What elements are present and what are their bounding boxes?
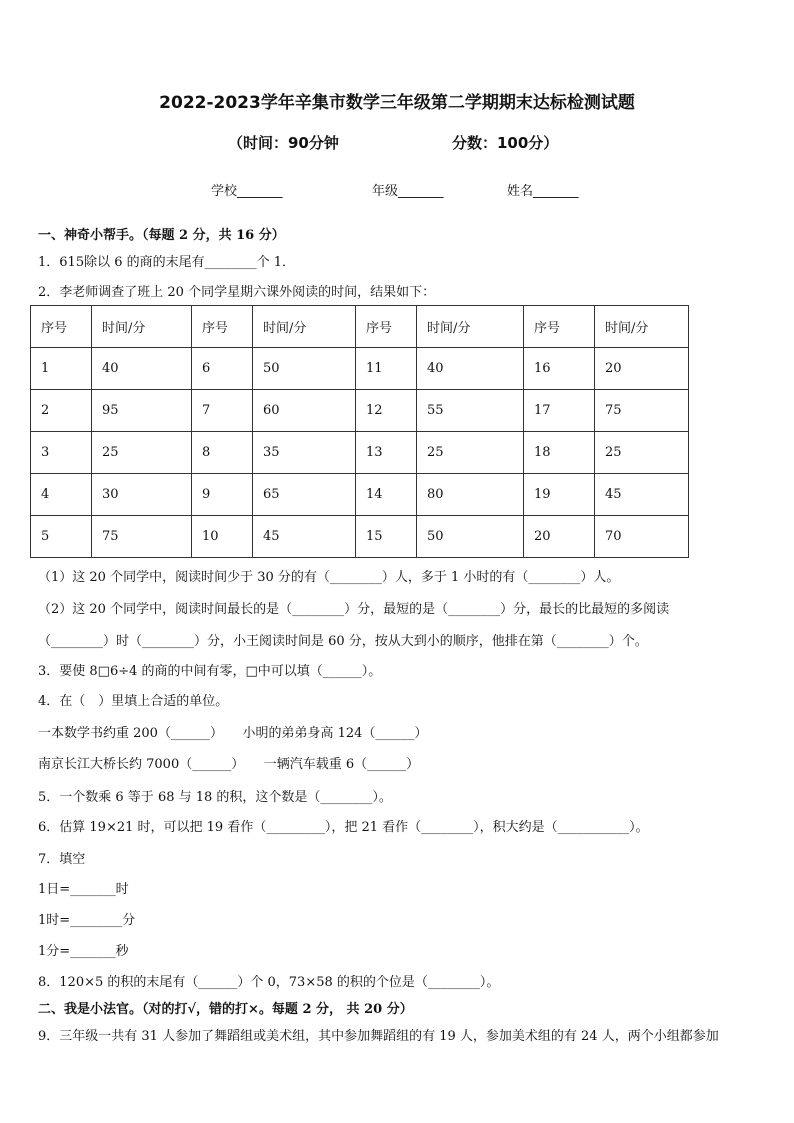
exam-score: 分数：100分）	[452, 134, 559, 152]
table-header-cell: 时间/分	[92, 306, 192, 348]
exam-time: （时间：90分钟	[228, 134, 339, 152]
table-cell: 12	[356, 390, 417, 432]
table-header-cell: 序号	[31, 306, 92, 348]
table-cell: 5	[31, 516, 92, 558]
table-cell: 75	[595, 390, 689, 432]
table-cell: 18	[524, 432, 595, 474]
table-row	[31, 432, 689, 474]
question-8: 8．120×5 的积的末尾有（______）个 0，73×58 的积的个位是（________）。	[38, 975, 500, 990]
table-cell: 50	[417, 516, 524, 558]
table-cell: 30	[92, 474, 192, 516]
table-row	[31, 390, 689, 432]
question-5: 5．一个数乘 6 等于 68 与 18 的积，这个数是（________）。	[38, 790, 392, 805]
section-2-heading: 二、我是小法官。（对的打√，错的打×。每题 2 分， 共 20 分）	[38, 1002, 413, 1017]
table-cell: 7	[192, 390, 253, 432]
table-cell: 75	[92, 516, 192, 558]
table-cell: 10	[192, 516, 253, 558]
question-1: 1．615除以 6 的商的末尾有________个 1．	[38, 255, 296, 270]
table-cell: 19	[524, 474, 595, 516]
table-cell: 70	[595, 516, 689, 558]
question-4-line-a: 一本数学书约重 200（______） 小明的弟弟身高 124（______）	[38, 726, 428, 741]
table-cell: 65	[253, 474, 356, 516]
question-7-day: 1日=_______时	[38, 882, 129, 897]
table-cell: 4	[31, 474, 92, 516]
question-2-part-2b: （________）时（________）分，小王阅读时间是 60 分，按从大到小的顺序，他排在第（________）个。	[38, 634, 648, 649]
table-cell: 17	[524, 390, 595, 432]
table-header-cell: 时间/分	[595, 306, 689, 348]
question-2: 2．李老师调查了班上 20 个同学星期六课外阅读的时间，结果如下：	[38, 285, 436, 300]
table-cell: 1	[31, 348, 92, 390]
table-cell: 45	[253, 516, 356, 558]
question-7: 7．填空	[38, 852, 86, 867]
table-cell: 60	[253, 390, 356, 432]
table-cell: 35	[253, 432, 356, 474]
question-9: 9．三年级一共有 31 人参加了舞蹈组或美术组，其中参加舞蹈组的有 19 人，参加美术组的有 24 人，两个小组都参加	[38, 1029, 719, 1044]
table-header-cell: 时间/分	[417, 306, 524, 348]
table-header-cell: 序号	[524, 306, 595, 348]
table-cell: 20	[595, 348, 689, 390]
table-cell: 13	[356, 432, 417, 474]
question-3: 3．要使 8□6÷4 的商的中间有零，□中可以填（______）。	[38, 664, 382, 679]
table-cell: 55	[417, 390, 524, 432]
table-cell: 3	[31, 432, 92, 474]
table-cell: 25	[92, 432, 192, 474]
table-cell: 14	[356, 474, 417, 516]
section-1-heading: 一、神奇小帮手。（每题 2 分，共 16 分）	[38, 228, 285, 243]
grade-field: 年级_______	[372, 184, 444, 199]
name-field: 姓名_______	[507, 184, 579, 199]
table-header-cell: 序号	[356, 306, 417, 348]
question-7-hour: 1时=________分	[38, 913, 136, 928]
table-row	[31, 516, 689, 558]
question-4-line-b: 南京长江大桥长约 7000（______） 一辆汽车载重 6（______）	[38, 757, 420, 772]
table-cell: 25	[417, 432, 524, 474]
table-cell: 95	[92, 390, 192, 432]
question-6: 6．估算 19×21 时，可以把 19 看作（_________），把 21 看作（________），积大约是（___________）。	[38, 820, 649, 835]
question-2-part-2a: （2）这 20 个同学中，阅读时间最长的是（________）分，最短的是（________）分，最长的比最短的多阅读	[38, 602, 670, 617]
table-cell: 50	[253, 348, 356, 390]
table-cell: 15	[356, 516, 417, 558]
table-header-row	[31, 306, 689, 348]
page-title: 2022-2023学年辛集市数学三年级第二学期期末达标检测试题	[159, 93, 635, 113]
table-row	[31, 474, 689, 516]
table-header-cell: 时间/分	[253, 306, 356, 348]
table-cell: 40	[92, 348, 192, 390]
table-cell: 25	[595, 432, 689, 474]
table-row	[31, 348, 689, 390]
table-cell: 16	[524, 348, 595, 390]
table-cell: 6	[192, 348, 253, 390]
reading-time-table	[30, 305, 689, 558]
question-2-part-1: （1）这 20 个同学中，阅读时间少于 30 分的有（________）人，多于 1 小时的有（________）人。	[38, 570, 620, 585]
table-cell: 8	[192, 432, 253, 474]
table-cell: 45	[595, 474, 689, 516]
table-cell: 9	[192, 474, 253, 516]
school-field: 学校_______	[211, 184, 283, 199]
table-cell: 80	[417, 474, 524, 516]
table-cell: 20	[524, 516, 595, 558]
table-cell: 2	[31, 390, 92, 432]
question-7-minute: 1分=_______秒	[38, 944, 129, 959]
question-4: 4．在（ ）里填上合适的单位。	[38, 694, 229, 709]
table-cell: 11	[356, 348, 417, 390]
table-header-cell: 序号	[192, 306, 253, 348]
table-cell: 40	[417, 348, 524, 390]
